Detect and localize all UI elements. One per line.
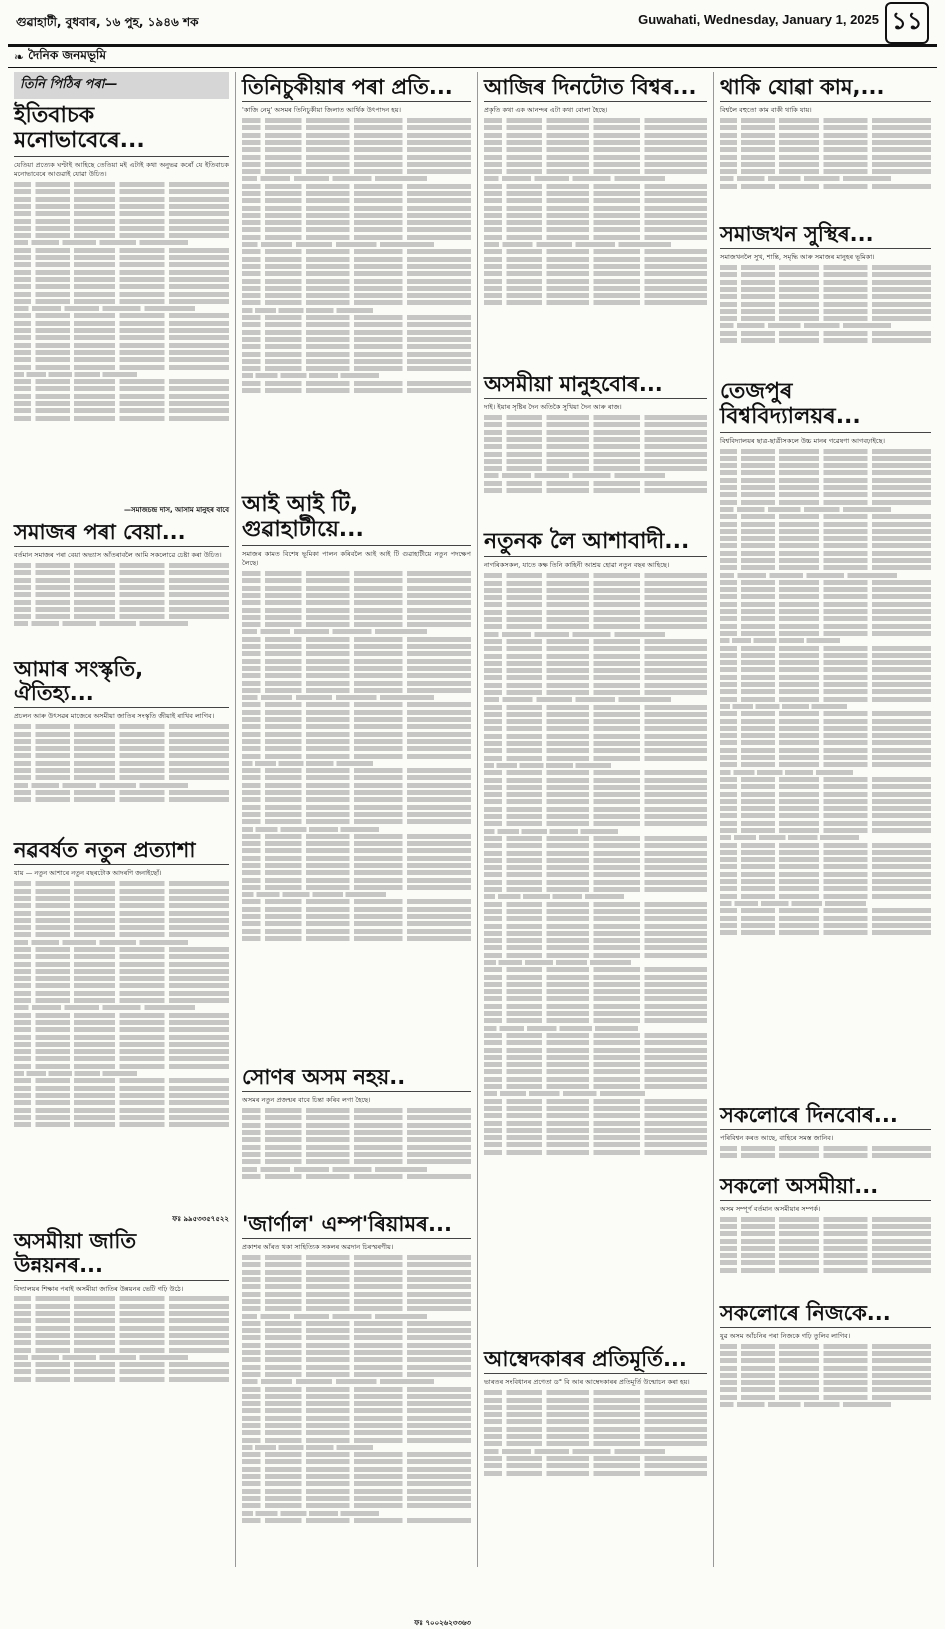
article-lead: দাই। ইয়াৰ সৃষ্টিৰ দৈন অতিকৈ সুখিয়া দৈন আৰু ৰাজ।: [484, 403, 622, 412]
article: [720, 75, 931, 218]
article-headline: নৱবৰ্ষত নতুন প্ৰত্যাশা: [14, 838, 229, 865]
article-body: [484, 1390, 707, 1510]
columns: [8, 72, 937, 1628]
article-lead: বৰ্তমান সমাজৰ পৰা বেয়া অভ্যাস আঁতৰাবলৈ আমি সকলোৱে চেষ্টা কৰা উচিত।: [14, 551, 222, 560]
article-body: [242, 1108, 471, 1208]
leaf-icon: ❧: [14, 50, 25, 64]
column-4: [714, 72, 937, 1567]
article: [14, 1229, 229, 1416]
article-lead: প্ৰচলন আৰু উৎসৱৰ মাজেৰে অসমীয়া জাতিৰ সংস্কৃতি জীয়াই ৰাখিব লাগিব।: [14, 712, 215, 721]
article-headline: সোণৰ অসম নহয়..: [242, 1065, 471, 1092]
article-headline: তেজপুৰ বিশ্ববিদ্যালয়ৰ...: [720, 379, 931, 433]
article: [14, 657, 229, 834]
page-header: [8, 0, 937, 44]
article-lead: ভাৰতৰ সংবিধানৰ প্ৰণেতা ড° বি আৰ আম্বেদকাৰৰ প্ৰতিমূৰ্তি উন্মোচন কৰা হয়।: [484, 1378, 690, 1387]
article-body: [720, 118, 931, 218]
article-lead: সমাজখনলৈ সুখ, শান্তি, সমৃদ্ধি আৰু সমাজৰ মানুহৰ ভূমিকা।: [720, 253, 875, 262]
article-lead: বিশ্বলৈ বহুতো কাম বাকী থাকি যায়।: [720, 106, 812, 115]
article: [484, 529, 707, 1343]
article-body: [720, 265, 931, 375]
article-body: [484, 415, 707, 525]
article: [242, 1212, 471, 1629]
article-lead: 'কাজি নেমু' অসমৰ তিনিচুকীয়া জিলাত আৰ্থিক উৎপাদন হয়।: [242, 106, 402, 115]
article-lead: অসমৰ নতুন প্ৰজন্মৰ বাবে চিন্তা কৰিব লগা হৈছে।: [242, 1096, 371, 1105]
article-body: [14, 881, 229, 1211]
article-headline: সকলোৰে নিজকে...: [720, 1301, 931, 1328]
article-body: [14, 182, 229, 502]
article-body: [720, 1217, 931, 1297]
page-number: ১১: [885, 2, 929, 44]
article: [484, 1347, 707, 1510]
article-headline: অসমীয়া মানুহবোৰ...: [484, 372, 707, 399]
article-body: [242, 571, 471, 1061]
article-lead: বিশ্ববিদ্যালয়ৰ ছাত্ৰ-ছাত্ৰীসকলে উচ্চ মানৰ গৱেষণা আগবঢ়াইছে।: [720, 436, 885, 445]
article: [14, 838, 229, 1225]
article-body: [484, 118, 707, 368]
article-signature: ফঃ ৯৯৫৩৩৫৭৫২২: [172, 1215, 229, 1224]
article: [242, 75, 471, 488]
article-body: [242, 118, 471, 488]
article-lead: নাগৰিকসকল, যাতে কক্ষ তিনি কাহিনী আশ্ৰয় হোৱা নতুন বছৰ আহিছে।: [484, 561, 670, 570]
article-body: [14, 563, 229, 653]
article-signature: ফঃ ৭০০২৬২৩৩৬৩: [414, 1619, 471, 1628]
column-1: [8, 72, 236, 1567]
column-2: [236, 72, 478, 1628]
article-body: [14, 1296, 229, 1416]
column-3: [478, 72, 714, 1567]
article: [720, 1174, 931, 1297]
article: [14, 103, 229, 516]
article-lead: যুৱ অসম আঁচনিৰ পৰা নিজকে গঢ়ি তুলিব লাগিব।: [720, 1331, 851, 1340]
article-signature: —সমাজচন্দ্ৰ দাস, আসাম মানুহৰ বাবে: [123, 506, 229, 515]
article: [484, 372, 707, 525]
article-headline: অসমীয়া জাতি উন্নয়নৰ...: [14, 1229, 229, 1280]
column-tag: তিনি পিঠিৰ পৰা—: [14, 72, 229, 99]
article-headline: আই আই টি, গুৱাহাটীয়ে...: [242, 492, 471, 546]
article: [242, 492, 471, 1061]
section-title: দৈনিক জনমভূমি: [28, 48, 106, 62]
header-date-assamese: গুৱাহাটী, বুধবাৰ, ১৬ পুহ, ১৯৪৬ শক: [16, 15, 199, 29]
article: [720, 1301, 931, 1434]
article-lead: সমাজৰ কামত বিশেষ ভূমিকা পালন কৰিবলৈ আই আই টি গুৱাহাটীয়ে নতুন পদক্ষেপ লৈছে।: [242, 549, 471, 568]
article-headline: থাকি যোৱা কাম,...: [720, 75, 931, 102]
article-headline: সকলোৰে দিনবোৰ...: [720, 1103, 931, 1130]
article-lead: অসম সম্পূৰ্ণ বৰ্তমান অসমীয়াৰ সম্পৰ্ক।: [720, 1204, 821, 1213]
article-body: [242, 1255, 471, 1615]
article-lead: বিদ্যালয়ৰ শিক্ষাৰ পৰাই অসমীয়া জাতিৰ উন্নয়নৰ ভেটি গঢ়ি উঠে।: [14, 1284, 184, 1293]
article-headline: সমাজৰ পৰা বেয়া...: [14, 520, 229, 547]
article-headline: সকলো অসমীয়া...: [720, 1174, 931, 1201]
article-body: [720, 1344, 931, 1434]
article-headline: আজিৰ দিনটোত বিশ্বৰ...: [484, 75, 707, 102]
article: [720, 379, 931, 1098]
article: [242, 1065, 471, 1208]
article: [14, 520, 229, 653]
article-headline: নতুনক লৈ আশাবাদী...: [484, 529, 707, 557]
article-lead: যেতিয়া প্ৰত্যেক ঘণ্টাই আহিছে তেতিয়া মই এটাই কথা অনুভৱ কৰোঁ যে ইতিবাচক মনোভাবেৰে আগুৱাই যোৱা উচিত।: [14, 160, 229, 179]
article-body: [720, 1146, 931, 1170]
article-headline: তিনিচুকীয়াৰ পৰা প্ৰতি...: [242, 75, 471, 102]
article-body: [720, 449, 931, 1099]
article-headline: 'জাৰ্ণাল' এম্প'ৰিয়ামৰ...: [242, 1212, 471, 1239]
article-headline: ইতিবাচক মনোভাবেৰে...: [14, 103, 229, 157]
article-body: [14, 724, 229, 834]
article-body: [484, 573, 707, 1343]
section-bar: [8, 44, 937, 68]
article-headline: সমাজখন সুস্থিৰ...: [720, 222, 931, 249]
article-headline: আমাৰ সংস্কৃতি, ঐতিহ্য...: [14, 657, 229, 708]
article-headline: আম্বেদকাৰৰ প্ৰতিমূৰ্তি...: [484, 1347, 707, 1374]
article: [720, 1103, 931, 1170]
article-lead: প্ৰকৃতি কথা এক আনন্দৰ এটা কথা বোলা হৈছে।: [484, 106, 608, 115]
article-lead: প্ৰকাশৰ আঁৰত থকা সাহিত্যিক সকলৰ অৱদান চিৰস্মৰণীয়।: [242, 1243, 394, 1252]
article-lead: যায় — নতুন আশাৰে নতুন বছৰটোক আদৰণি জনাইছোঁ।: [14, 869, 162, 878]
article: [484, 75, 707, 368]
article-lead: পৰিবিশ্বন কৰত আছে, বাহিৰে সমস্ত জানিব।: [720, 1133, 834, 1142]
header-date-english: Guwahati, Wednesday, January 1, 2025: [638, 12, 879, 27]
article: [720, 222, 931, 375]
